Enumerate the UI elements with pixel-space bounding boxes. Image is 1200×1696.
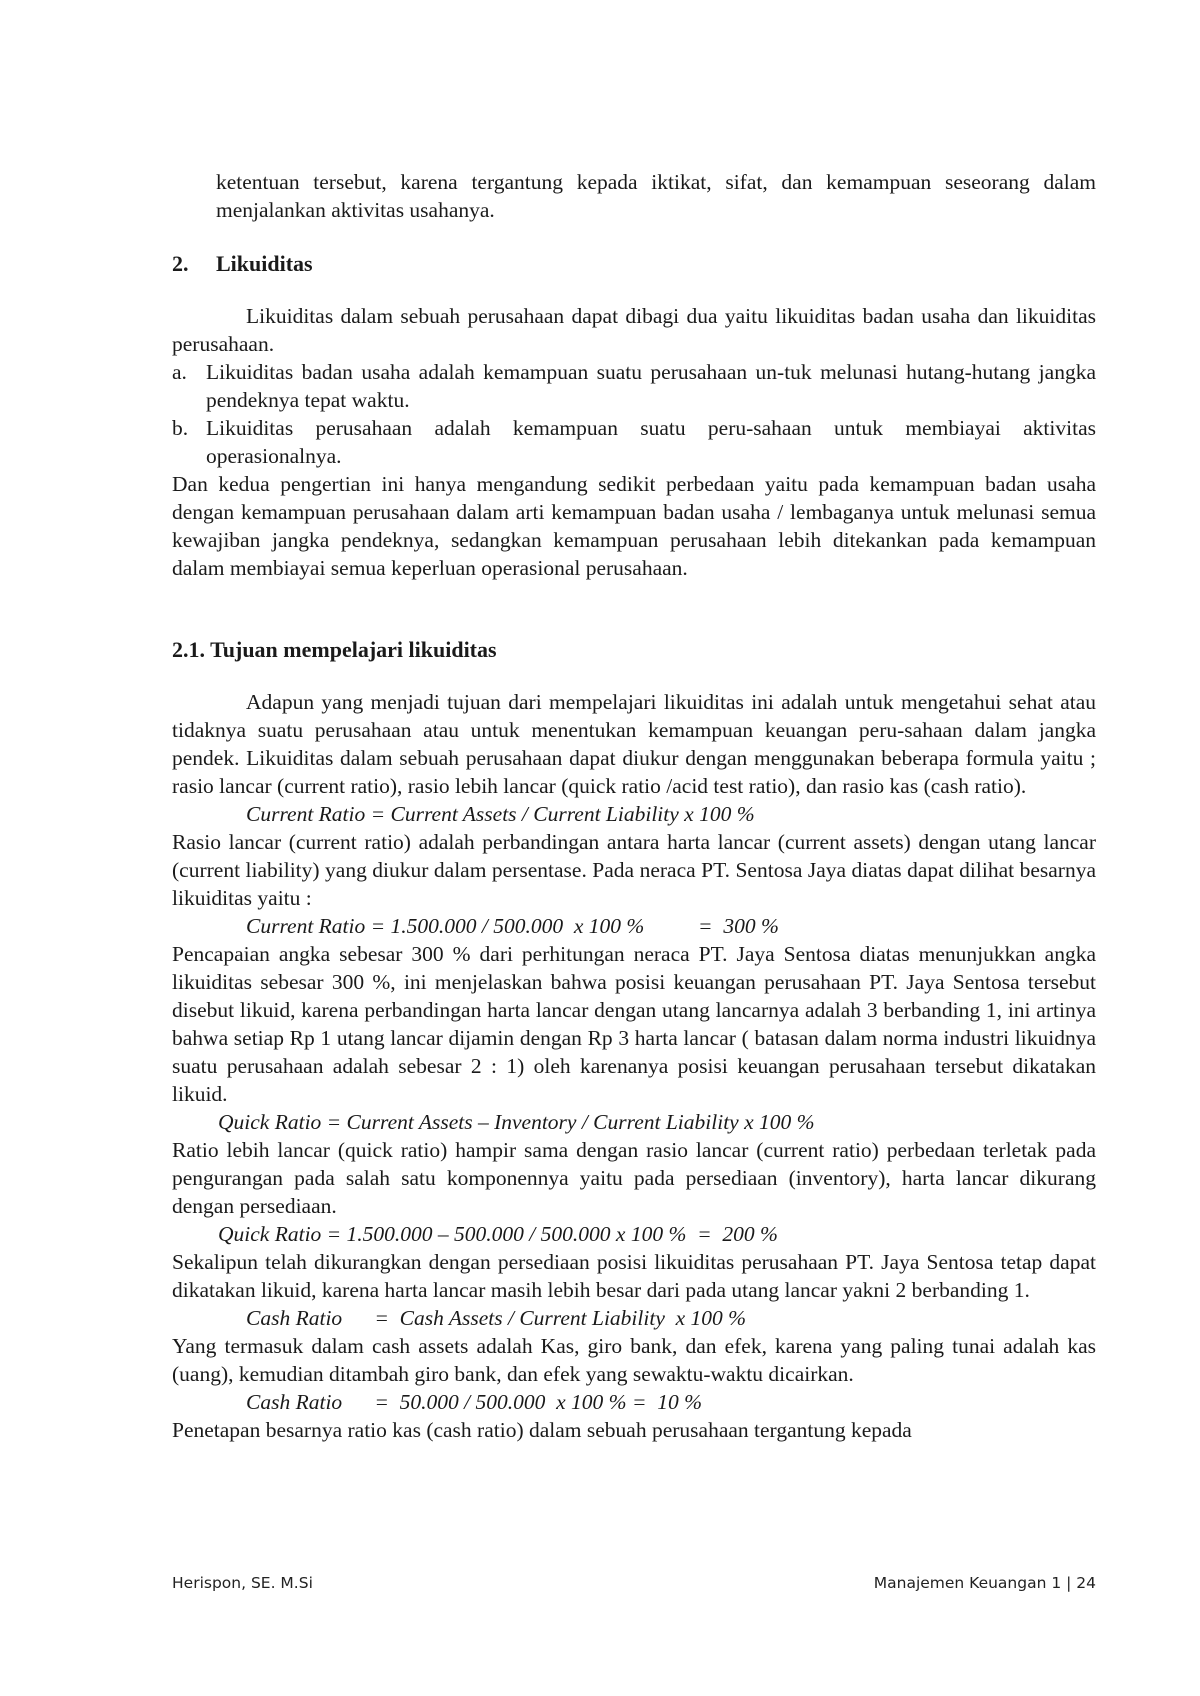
- list-item-a: [172, 358, 1096, 414]
- final-paragraph: Penetapan besarnya ratio kas (cash ratio) dalam sebuah perusahaan tergantung kepada: [172, 1418, 912, 1442]
- section-2-heading: [172, 250, 1096, 278]
- list-text-a: Likuiditas badan usaha adalah kemampuan suatu perusahaan un-tuk melunasi hutang-hutang jangka pendeknya tepat waktu.: [206, 360, 1096, 412]
- quick-ratio-calculation: Quick Ratio = 1.500.000 – 500.000 / 500.000 x 100 % = 200 %: [218, 1222, 778, 1246]
- current-ratio-paragraph: Rasio lancar (current ratio) adalah perbandingan antara harta lancar (current assets) dengan utang lancar (current liability) yang diukur dalam persentase. Pada neraca PT. Sentosa Jaya diatas dapat dilihat besarnya likuiditas yaitu :: [172, 830, 1096, 910]
- footer-page-label: Manajemen Keuangan 1 | 24: [873, 1574, 1096, 1592]
- cash-ratio-formula: Cash Ratio = Cash Assets / Current Liability x 100 %: [246, 1306, 747, 1330]
- section-2-number: 2.: [172, 251, 189, 276]
- cash-ratio-calculation: Cash Ratio = 50.000 / 500.000 x 100 % = 10 %: [246, 1390, 703, 1414]
- quick-ratio-explanation: Sekalipun telah dikurangkan dengan persediaan posisi likuiditas perusahaan PT. Jaya Sentosa tetap dapat dikatakan likuid, karena harta lancar masih lebih besar dari pada utang lancar yakni 2 berbanding 1.: [172, 1250, 1096, 1302]
- list-item-b: [172, 414, 1096, 470]
- quick-ratio-paragraph: Ratio lebih lancar (quick ratio) hampir sama dengan rasio lancar (current ratio) perbedaan terletak pada pengurangan pada salah satu komponennya yaitu pada persediaan (inventory), harta lancar dikurang dengan persediaan.: [172, 1138, 1096, 1218]
- section-2-title: Likuiditas: [216, 251, 313, 276]
- page-body: [172, 168, 1096, 1444]
- cash-ratio-paragraph: Yang termasuk dalam cash assets adalah Kas, giro bank, dan efek, karena yang paling tunai adalah kas (uang), kemudian ditambah giro bank, dan efek yang sewaktu-waktu dicairkan.: [172, 1334, 1096, 1386]
- section-2-1-paragraph-1: Adapun yang menjadi tujuan dari mempelajari likuiditas ini adalah untuk mengetahui sehat atau tidaknya suatu perusahaan atau untuk menentukan kemampuan keuangan peru-sahaan dalam jangka pendek. Likuiditas dalam sebuah perusahaan dapat diukur dengan menggunakan beberapa formula yaitu ; rasio lancar (current ratio), rasio lebih lancar (quick ratio /acid test ratio), dan rasio kas (cash ratio).: [172, 690, 1096, 798]
- current-ratio-formula: Current Ratio = Current Assets / Current Liability x 100 %: [246, 802, 755, 826]
- section-2-1-heading: 2.1. Tujuan mempelajari likuiditas: [172, 637, 497, 662]
- current-ratio-calculation: Current Ratio = 1.500.000 / 500.000 x 100 % = 300 %: [246, 914, 779, 938]
- list-text-b: Likuiditas perusahaan adalah kemampuan suatu peru-sahaan untuk membiayai aktivitas operasionalnya.: [206, 416, 1096, 468]
- page-footer: [172, 1574, 1096, 1598]
- quick-ratio-formula: Quick Ratio = Current Assets – Inventory / Current Liability x 100 %: [218, 1110, 815, 1134]
- footer-author: Herispon, SE. M.Si: [172, 1574, 313, 1592]
- list-marker-b: b.: [172, 416, 189, 440]
- intro-continuation: ketentuan tersebut, karena tergantung kepada iktikat, sifat, dan kemampuan seseorang dalam menjalankan aktivitas usahanya.: [216, 170, 1096, 222]
- section-2-paragraph-2: Dan kedua pengertian ini hanya mengandung sedikit perbedaan yaitu pada kemampuan badan usaha dengan kemampuan perusahaan dalam arti kemampuan badan usaha / lembaganya untuk melunasi semua kewajiban jangka pendeknya, sedangkan kemampuan perusahaan lebih ditekankan pada kemampuan dalam membiayai semua keperluan operasional perusahaan.: [172, 472, 1096, 580]
- section-2-paragraph-1: Likuiditas dalam sebuah perusahaan dapat dibagi dua yaitu likuiditas badan usaha dan likuiditas perusahaan.: [172, 304, 1096, 356]
- list-marker-a: a.: [172, 360, 187, 384]
- current-ratio-explanation: Pencapaian angka sebesar 300 % dari perhitungan neraca PT. Jaya Sentosa diatas menunjukkan angka likuiditas sebesar 300 %, ini menjelaskan bahwa posisi keuangan perusahaan PT. Jaya Sentosa tersebut disebut likuid, karena perbandingan harta lancar dengan utang lancarnya adalah 3 berbanding 1, ini artinya bahwa setiap Rp 1 utang lancar dijamin dengan Rp 3 harta lancar ( batasan dalam norma industri likuidnya suatu perusahaan adalah sebesar 2 : 1) oleh karenanya posisi keuangan perusahaan tersebut dikatakan likuid.: [172, 942, 1096, 1106]
